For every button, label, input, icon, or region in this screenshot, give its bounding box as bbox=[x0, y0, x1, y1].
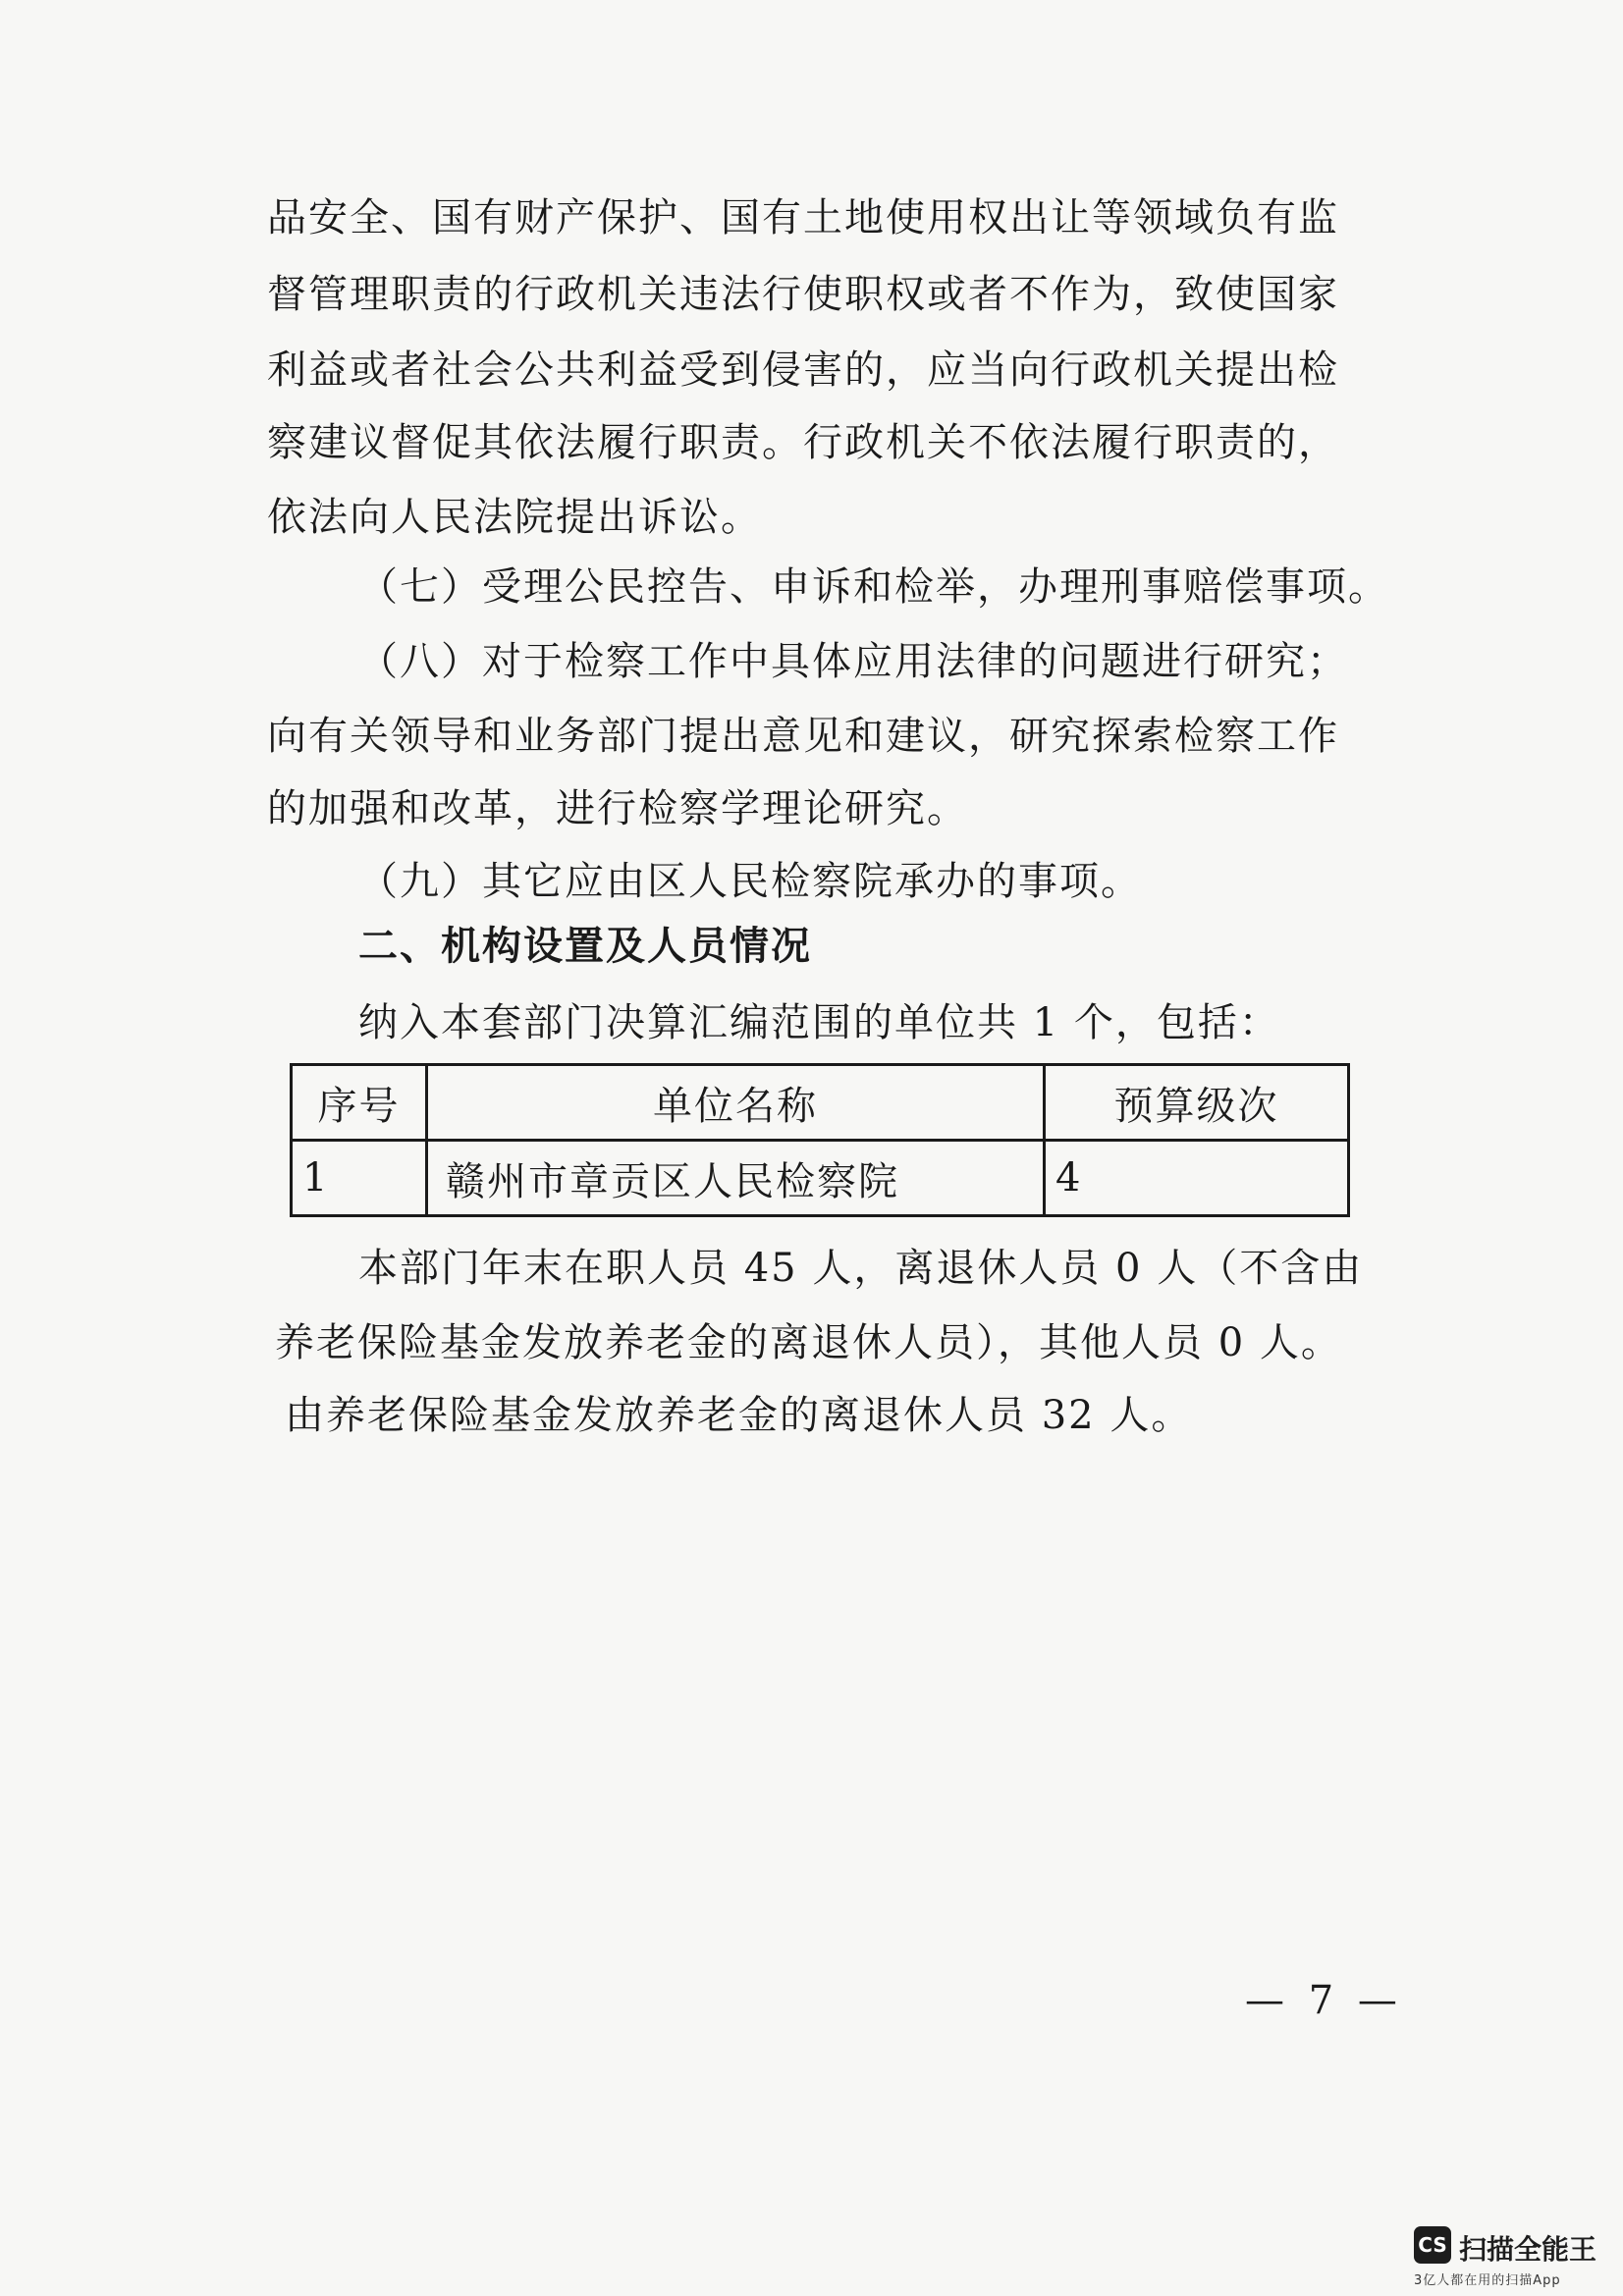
staff-line: 养老保险基金发放养老金的离退休人员），其他人员 0 人。 bbox=[275, 1320, 1342, 1365]
scanner-tagline: 3亿人都在用的扫描App bbox=[1414, 2273, 1561, 2288]
list-item-7: （七）受理公民控告、申诉和检举，办理刑事赔偿事项。 bbox=[358, 564, 1389, 610]
page-number: — 7 — bbox=[1245, 1978, 1403, 2023]
header-unit-name: 单位名称 bbox=[427, 1065, 1045, 1141]
cell-unit-name: 赣州市章贡区人民检察院 bbox=[427, 1141, 1045, 1216]
staff-line: 由养老保险基金发放养老金的离退休人员 32 人。 bbox=[285, 1393, 1193, 1438]
paragraph-line: 品安全、国有财产保护、国有土地使用权出让等领域负有监 bbox=[267, 195, 1339, 240]
header-budget-level: 预算级次 bbox=[1045, 1065, 1349, 1141]
header-seq: 序号 bbox=[292, 1065, 427, 1141]
list-item-8-line: 向有关领导和业务部门提出意见和建议，研究探索检察工作 bbox=[267, 714, 1339, 759]
paragraph-line: 察建议督促其依法履行职责。行政机关不依法履行职责的， bbox=[267, 420, 1339, 465]
staff-line: 本部门年末在职人员 45 人，离退休人员 0 人（不含由 bbox=[358, 1246, 1364, 1291]
paragraph-line: 督管理职责的行政机关违法行使职权或者不作为，致使国家 bbox=[267, 272, 1339, 317]
table-row bbox=[292, 1141, 1349, 1216]
scanner-watermark bbox=[1414, 2226, 1605, 2288]
paragraph-line: 利益或者社会公共利益受到侵害的，应当向行政机关提出检 bbox=[267, 347, 1339, 393]
list-item-8-line: 的加强和改革，进行检察学理论研究。 bbox=[267, 786, 968, 831]
list-item-8-line: （八）对于检察工作中具体应用法律的问题进行研究； bbox=[358, 639, 1348, 684]
scanner-logo-icon: CS bbox=[1414, 2226, 1451, 2264]
units-table bbox=[290, 1063, 1350, 1217]
scanner-app-name: 扫描全能王 bbox=[1459, 2233, 1597, 2266]
table-header-row bbox=[292, 1065, 1349, 1141]
paragraph-line: 依法向人民法院提出诉讼。 bbox=[267, 495, 762, 540]
section-intro: 纳入本套部门决算汇编范围的单位共 1 个，包括： bbox=[358, 1000, 1280, 1045]
cell-budget-level: 4 bbox=[1045, 1141, 1349, 1216]
cell-seq: 1 bbox=[292, 1141, 427, 1216]
list-item-9: （九）其它应由区人民检察院承办的事项。 bbox=[358, 859, 1142, 904]
section-heading: 二、机构设置及人员情况 bbox=[358, 924, 812, 969]
